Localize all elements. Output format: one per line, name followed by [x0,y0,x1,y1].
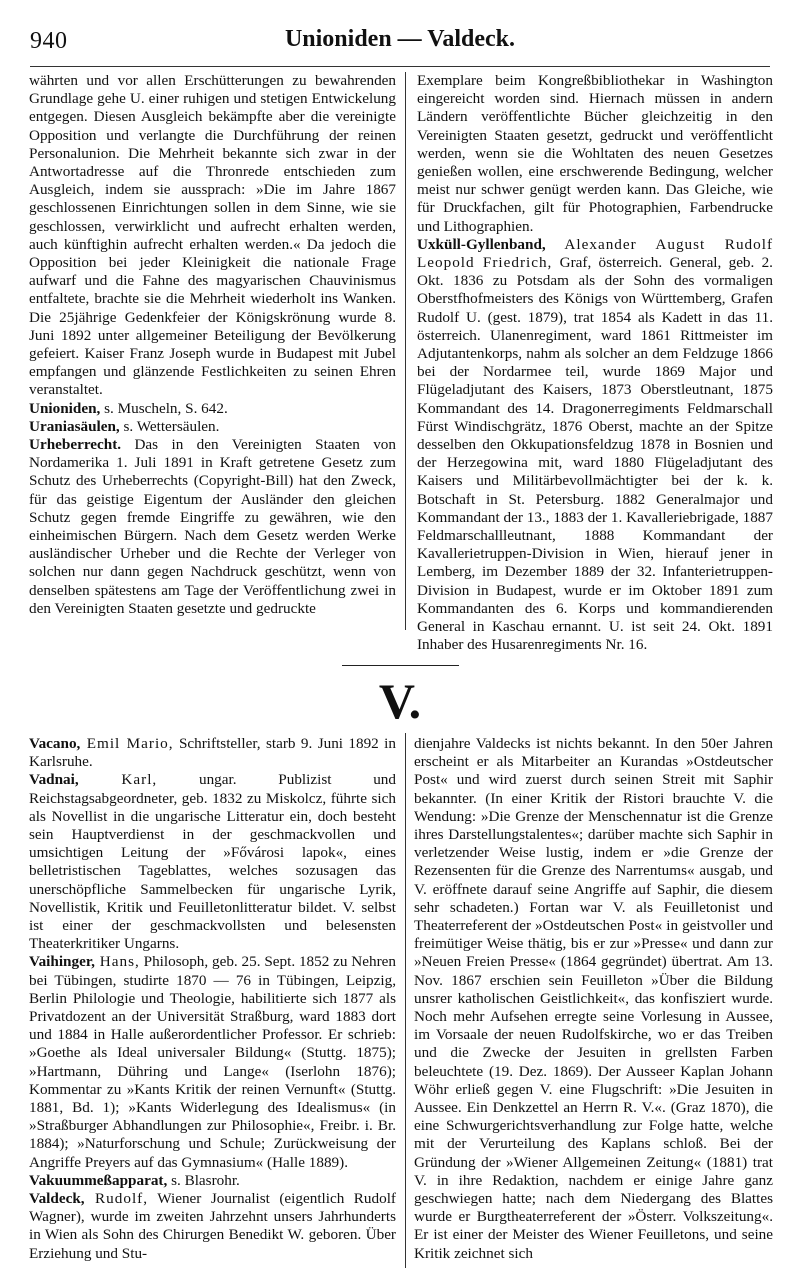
entry-name: Rudolf, [84,1190,149,1208]
top-right-column [417,72,773,654]
continued-paragraph: dienjahre Valdecks ist nichts bekannt. In den 50er Jahren erscheint er als Mitarbeiter an Kurandas »Ostdeutscher Post« und wird zuerst durch seinen Streit mit Saphir bekannter. (In einer Kritik der Ristori brauchte V. die Wendung: »Die Grenze der Menschennatur ist die Grenze ihres Darstellungstalentes«; darüber machte sich Saphir in verletzender Weise lustig, indem er »die Grenze der Rezensenten für die Grenze des Narrentums« ausgab, und V. eröffnete darauf seine Angriffe auf Saphir, die diesem sehr schadeten.) Fortan war V. als Feuilletonist und Theaterreferent der »Ostdeutschen Post« in geistvoller und freimütiger Weise thätig, bis er zur »Presse« und dann zur »Neuen Freien Presse« (1864 gegründet) übertrat. Am 13. Nov. 1867 erschien sein Feuilleton »Über die Bildung unsrer katholischen Geistlichkeit«, das konfisziert wurde. Noch mehr Aufsehen erregte seine Vorlesung in Aussee, im Vorsaale der neuen Rudolfskirche, wo er das Treiben und die Zwecke der Jesuiten in grellsten Farben beleuchtete (19. Dez. 1869). Der Ausseer Kaplan Johann Wöhr erließ gegen V. eine Flugschrift: »Die Jesuiten in Aussee. Ein Denkzettel an Herrn R. V.«. (Graz 1870), die eine Schwurgerichtsverhandlung zur Folge hatte, welche mit der Verurteilung des Kaplans schloß. Bei der Gründung der »Wiener Allgemeinen Zeitung« (1881) trat V. in ihre Redaktion, nachdem er einige Jahre ganz geschwiegen hatte; nach dem Niedergang des Blattes wurde er Burgtheaterreferent der »Österr. Volkszeitung«. Er ist einer der Meister des Wiener Feuilletons, und seine Kritik zeichnet sich [414,735,773,1262]
entry-body: s. Muscheln, S. 642. [100,399,228,417]
continued-paragraph: währten und vor allen Erschütterungen zu bewahrenden Grundlage gehe U. einer ruhigen und stetigen Entwickelung entgegen. Diesen Ausgleich bekämpfte aber die vereinigte Opposition und verlangte die Durchführung der reinen Personalunion. Die Mehrheit bekannte sich zwar in der Antwortadresse auf die Thronrede entschieden zum Ausgleich, indem sie aussprach: »Die im Jahre 1867 geschlossenen Einrichtungen sollen in dem Sinne, wie sie geschlossen, verwirklicht und aufrecht erhalten werden, auch künftighin aufrecht erhalten werden.« Da jedoch die Opposition bei jeder Kleinigkeit die nationale Frage aufwarf und die Fahne des magyarischen Chauvinismus entfaltete, brachte sie die Mehrheit wiederholt ins Wanken. Die 25jährige Gedenkfeier der Königskrönung wurde 8. Juni 1892 unter allgemeiner Beteiligung der Bevölkerung gefeiert. Kaiser Franz Joseph wurde in Budapest mit Jubel empfangen und glänzende Festlichkeiten zu seinen Ehren veranstaltet. [29,72,396,399]
continued-paragraph: Exemplare beim Kongreßbibliothekar in Washington eingereicht worden sind. Hiernach müssen in andern Ländern veröffentlichte Bücher gleichzeitig in den Vereinigten Staaten gesetzt, gedruckt und veröffentlicht werden, wenn sie die Wohltaten des neuen Gesetzes genießen wollen, eine erschwerende Bedingung, welcher meist nur schwer genügt werden kann. Das Gleiche, wie für Druckfachen, gilt für Photographien, Farbendrucke und Lithographien. [417,72,773,235]
page-number: 940 [30,28,68,54]
header-divider [30,66,770,67]
entry-headword: Vadnai, [29,771,79,789]
column-divider-top [405,72,406,630]
entry-body: ungar. Publizist und Reichstagsabgeordneter, geb. 1832 zu Miskolcz, führte sich als Novellist in die ungarische Litteratur ein, doch besteht sein Hauptverdienst in der geschmackvollen und umsichtigen Leitung der »Fővárosi lapok«, eines belletristischen Tageblattes, welches sozusagen das unerschöpfliche Sammelbecken für ungarische Lyrik, Novellistik, Kritik und Feuilletonlitteratur bildet. V. selbst ist einer der geschmackvollsten und belesensten Theaterkritiker Ungarns. [29,771,396,953]
dictionary-entry-unioniden [29,400,396,418]
dictionary-entry-vadnai [29,771,396,953]
dictionary-entry-vaihinger [29,953,396,1171]
page-header [30,24,770,62]
entry-headword: Urheberrecht. [29,436,122,454]
section-divider [342,665,459,666]
entry-headword: Valdeck, [29,1190,85,1208]
entry-body: Graf, österreich. General, geb. 2. Okt. 1836 zu Potsdam als der Sohn des vormaligen Oberstfhofmeisters des Königs von Württemberg, Grafen Rudolf U. (gest. 1879), trat 1854 als Kadett in das 11. österreich. Ulanenregiment, ward 1861 Rittmeister im Adjutantenkorps, nahm als solcher an dem Feldzuge 1866 bei der Nordarmee teil, wurde 1869 Major und Flügeladjutant des Kaisers, 1873 Oberstleutnant, 1875 Kommandant des 14. Dragonerregiments Feldmarschall Fürst Windischgrätz, 1876 Oberst, machte an der Spitze desselben den Okkupationsfeldzug 1878 in Bosnien und der Herzegowina mit, ward 1880 Flügeladjutant des Kaisers und Militärbevollmächtigter bei der k. k. Botschaft in St. Petersburg. 1882 Generalmajor und Kommandant der 13., 1883 der 1. Kavalleriebrigade, 1887 Feldmarschallleutnant, 1888 Kommandant der Kavallerietruppen-Division in Wien, hierauf jener in Lemberg, im Dezember 1889 der 32. Infanterietruppen-Division in Budapest, wurde er im Oktober 1891 zum Kommandanten des 6. Korps und kommandierenden General in Kaschau ernannt. U. ist seit 24. Okt. 1891 Inhaber des Husarenregiments Nr. 16. [417,254,773,654]
entry-body: s. Blasrohr. [167,1171,240,1189]
dictionary-entry-vacano [29,735,396,771]
entry-headword: Vacano, [29,735,81,752]
entry-name: Alexander August Rudolf Leopold Friedrich, [417,235,773,272]
entry-name: Emil Mario, [80,735,174,752]
entry-body: Philosoph, geb. 25. Sept. 1852 zu Nehren bei Tübingen, studirte 1870 — 76 in Tübingen, Leipzig, Berlin Philologie und Theologie, habilitierte sich 1877 als Privatdozent an der Universität Straßburg, ward 1883 dort und 1884 in Halle außerordentlicher Professor. Er schrieb: »Goethe als Ideal universaler Bildung« (Stuttg. 1875); »Hartmann, Dühring und Lange« (Iserlohn 1876); Kommentar zu »Kants Kritik der reinen Vernunft« (Stuttg. 1881, Bd. 1); »Kants Widerlegung des Idealismus« (in »Straßburger Abhandlungen zur Philosophie«, Freibr. i. Br. 1884); »Naturforschung und Schule; Zurückweisung der Angriffe Preyers auf das Gymnasium« (Halle 1889). [29,953,396,1171]
dictionary-entry-urheberrecht [29,436,396,618]
entry-name: Karl, [78,771,158,789]
entry-body: Das in den Vereinigten Staaten von Nordamerika 1. Juli 1891 in Kraft getretene Gesetz zum Schutz des Urheberrechts (Copyright-Bill) hat den Zweck, für das geistige Eigentum der Ausländer den gleichen Schutz gegen fremde Eingriffe zu gewähren, wie den einheimischen Bürgern. Nach dem Gesetz werden Werke ausländischer Urheber und die Rechte der Verleger von solchen nur dann gegen Nachdruck geschützt, wenn von denselben spätestens am Tage der Veröffentlichung zwei in den Vereinigten Staaten gesetzte und gedruckte [29,436,396,617]
entry-body: Schriftsteller, starb 9. Juni 1892 in Karlsruhe. [29,735,396,771]
entry-headword: Vaihinger, [29,953,95,971]
section-letter-heading: V. [378,673,422,729]
entry-body: Wiener Journalist (eigentlich Rudolf Wagner), wurde im zweiten Jahrzehnt unsers Jahrhunderts in Wien als Sohn des Chirurgen Benedikt W. geboren. Über Erziehung und Stu- [29,1190,396,1262]
entry-body: s. Wettersäulen. [119,417,220,435]
dictionary-entry-valdeck [29,1190,396,1263]
dictionary-entry-uxkuell-gyllenband [417,236,773,655]
dictionary-entry-vakuummessapparat [29,1172,396,1190]
bottom-left-column [29,735,396,1267]
column-divider-bottom [405,733,406,1268]
entry-headword: Uxküll-Gyllenband, [417,235,546,253]
entry-name: Hans, [94,953,140,971]
running-head: Unioniden — Valdeck. [284,26,516,52]
entry-headword: Unioniden, [29,399,101,417]
entry-headword: Vakuummeßapparat, [29,1171,168,1189]
bottom-right-column [414,735,773,1267]
top-left-column [29,72,396,636]
entry-headword: Uraniasäulen, [29,417,120,435]
dictionary-entry-uraniasaeulen [29,418,396,436]
